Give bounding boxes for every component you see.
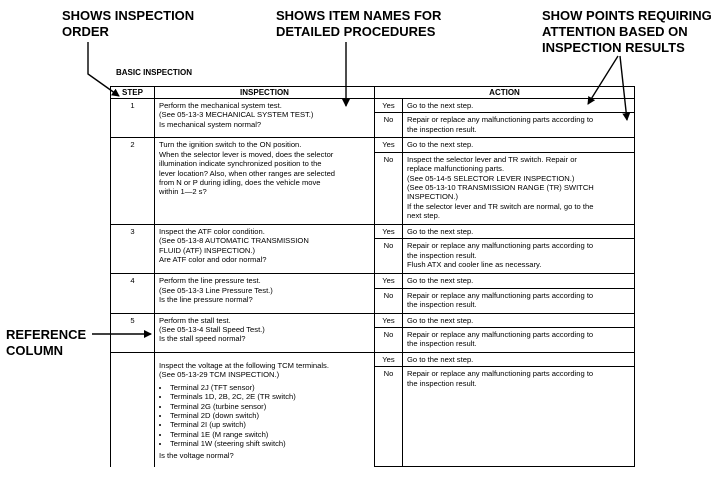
no-action: Repair or replace any malfunctioning parts according to the inspection result. [403,328,635,353]
step-number: 5 [111,313,155,352]
step-number: 3 [111,224,155,273]
callout-reference-column: REFERENCE COLUMN [6,327,87,358]
inspection-text: Inspect the ATF color condition. (See 05-13-8 AUTOMATIC TRANSMISSION FLUID (ATF) INSPECTION.) Are ATF color and odor normal? [155,224,375,273]
no-label: No [375,113,403,138]
callout-item-names: SHOWS ITEM NAMES FOR DETAILED PROCEDURES [276,8,442,39]
no-label: No [375,288,403,313]
yes-label: Yes [375,99,403,113]
no-action: Repair or replace any malfunctioning parts according to the inspection result. Flush ATX and cooler line as necessary. [403,239,635,274]
list-item: • Terminal 2D (down switch) [170,411,370,420]
inspection-text: Perform the stall test. (See 05-13-4 Stall Speed Test.) Is the stall speed normal? [155,313,375,352]
no-action: Repair or replace any malfunctioning parts according to the inspection result. [403,367,635,467]
list-item: • Terminals 1D, 2B, 2C, 2E (TR switch) [170,392,370,401]
yes-label: Yes [375,138,403,152]
no-action: Inspect the selector lever and TR switch. Repair or replace malfunctioning parts. (See 05-14-5 SELECTOR LEVER INSPECTION.) (See 05-13-10 TRANSMISSION RANGE (TR) SWITCH INSPECTION.) If the selector lever and TR switch are normal, go to the next step. [403,152,635,224]
no-action: Repair or replace any malfunctioning parts according to the inspection result. [403,288,635,313]
yes-action: Go to the next step. [403,224,635,238]
inspection-question: Is the voltage normal? [159,450,234,460]
yes-label: Yes [375,224,403,238]
yes-action: Go to the next step. [403,274,635,288]
list-item: • Terminal 1E (M range switch) [170,430,370,439]
no-label: No [375,152,403,224]
list-item: • Terminal 1W (steering shift switch) [170,439,370,448]
yes-action: Go to the next step. [403,99,635,113]
list-item: • Terminal 2G (turbine sensor) [170,402,370,411]
header-inspection: INSPECTION [155,87,375,99]
callout-inspection-order: SHOWS INSPECTION ORDER [62,8,195,39]
inspection-text: Turn the ignition switch to the ON position. When the selector lever is moved, does the selector illumination indicate synchronized position to the lever location? Also, when other ranges are selected from N or P during idling, does the vehicle move within 1—2 s? [155,138,375,224]
yes-label: Yes [375,353,403,367]
step-number: 2 [111,138,155,224]
inspection-text: Perform the line pressure test. (See 05-13-3 Line Pressure Test.) Is the line pressure normal? [155,274,375,313]
no-label: No [375,239,403,274]
yes-label: Yes [375,313,403,327]
arrow-inspection-order [88,42,119,96]
header-action: ACTION [375,87,635,99]
list-item: • Terminal 2J (TFT sensor) [170,383,370,392]
step-number: 1 [111,99,155,138]
inspection-intro: Inspect the voltage at the following TCM terminals. (See 05-13-29 TCM INSPECTION.) [159,361,329,380]
yes-label: Yes [375,274,403,288]
callout-attention-points: SHOW POINTS REQUIRING ATTENTION BASED ON INSPECTION RESULTS [542,8,712,55]
yes-action: Go to the next step. [403,138,635,152]
list-item: • Terminal 2I (up switch) [170,420,370,429]
arrow-attention-1 [588,56,618,104]
section-title: BASIC INSPECTION [116,68,193,77]
no-action: Repair or replace any malfunctioning parts according to the inspection result. [403,113,635,138]
header-step: STEP [111,87,155,99]
yes-action: Go to the next step. [403,313,635,327]
arrow-attention-2 [620,56,627,120]
no-label: No [375,367,403,467]
inspection-text: Perform the mechanical system test. (See 05-13-3 MECHANICAL SYSTEM TEST.) Is mechanical system normal? [155,99,375,138]
no-label: No [375,328,403,353]
yes-action: Go to the next step. [403,353,635,367]
step-number: 4 [111,274,155,313]
